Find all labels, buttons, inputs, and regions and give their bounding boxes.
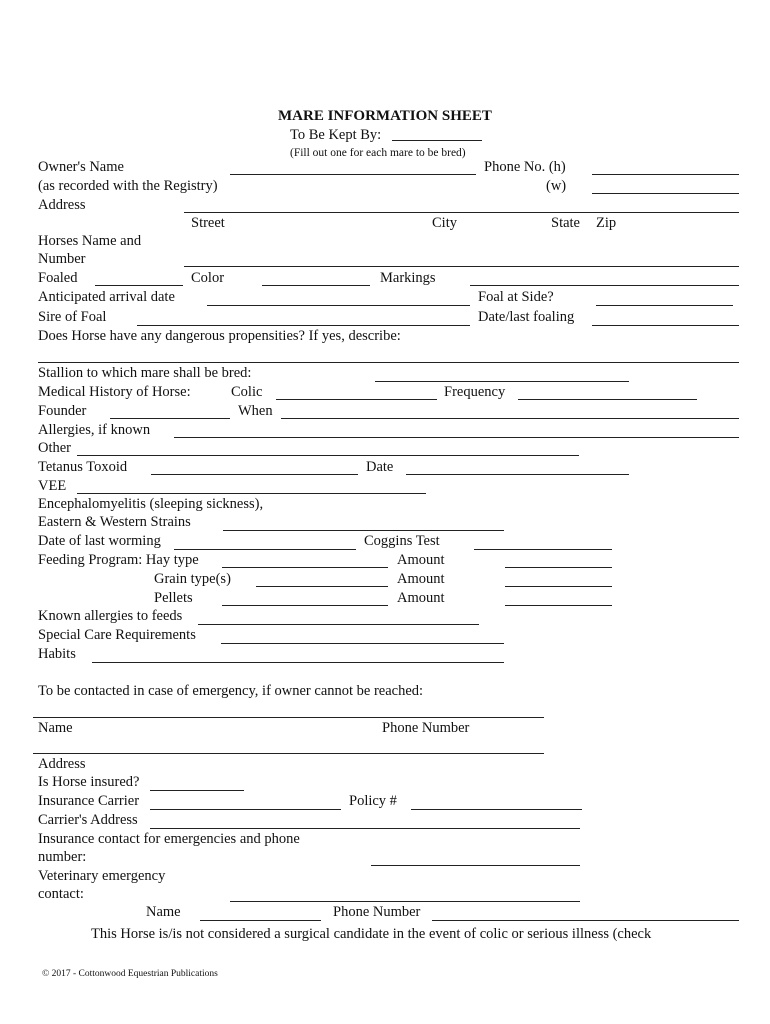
foaled-label: Foaled <box>38 270 78 286</box>
vet-contact-label-2: contact: <box>38 886 84 902</box>
stallion-label: Stallion to which mare shall be bred: <box>38 365 252 381</box>
emergency-name-label: Name <box>38 720 73 736</box>
allergies-field[interactable] <box>174 437 739 438</box>
owner-name-field[interactable] <box>230 174 476 175</box>
foal-at-side-label: Foal at Side? <box>478 289 554 305</box>
stallion-field[interactable] <box>375 381 629 382</box>
last-foaling-field[interactable] <box>592 325 739 326</box>
coggins-field[interactable] <box>474 549 612 550</box>
colic-label: Colic <box>231 384 263 400</box>
encephalomyelitis-field[interactable] <box>223 530 504 531</box>
vet-contact-field[interactable] <box>230 901 580 902</box>
phone-work-field[interactable] <box>592 193 739 194</box>
markings-label: Markings <box>380 270 436 286</box>
feed-allergies-label: Known allergies to feeds <box>38 608 183 624</box>
sire-field[interactable] <box>137 325 470 326</box>
phone-home-label: Phone No. (h) <box>484 159 566 175</box>
vet-phone-field[interactable] <box>432 920 739 921</box>
state-label: State <box>551 215 580 231</box>
when-label: When <box>238 403 273 419</box>
color-field[interactable] <box>262 285 370 286</box>
when-field[interactable] <box>281 418 739 419</box>
worming-label: Date of last worming <box>38 533 161 549</box>
frequency-label: Frequency <box>444 384 506 400</box>
habits-field[interactable] <box>92 662 504 663</box>
emergency-line-top[interactable] <box>33 717 544 718</box>
city-label: City <box>432 215 457 231</box>
medical-history-label: Medical History of Horse: <box>38 384 191 400</box>
founder-field[interactable] <box>110 418 230 419</box>
owner-name-label: Owner's Name <box>38 159 124 175</box>
hay-amount-field[interactable] <box>505 567 612 568</box>
vet-contact-label: Veterinary emergency <box>38 868 166 884</box>
worming-field[interactable] <box>174 549 356 550</box>
arrival-field[interactable] <box>207 305 470 306</box>
address-field[interactable] <box>184 212 739 213</box>
colic-field[interactable] <box>276 399 437 400</box>
form-title: MARE INFORMATION SHEET <box>278 108 492 124</box>
address-label: Address <box>38 197 86 213</box>
color-label: Color <box>191 270 225 286</box>
dangerous-label: Does Horse have any dangerous propensities? If yes, describe: <box>38 328 401 344</box>
instructions-note: (Fill out one for each mare to be bred) <box>290 147 466 159</box>
tetanus-label: Tetanus Toxoid <box>38 459 128 475</box>
special-care-label: Special Care Requirements <box>38 627 196 643</box>
last-foaling-label: Date/last foaling <box>478 309 575 325</box>
coggins-label: Coggins Test <box>364 533 440 549</box>
tetanus-date-field[interactable] <box>406 474 629 475</box>
hay-amount-label: Amount <box>397 552 445 568</box>
policy-field[interactable] <box>411 809 582 810</box>
emergency-address-label: Address <box>38 756 86 772</box>
insured-field[interactable] <box>150 790 244 791</box>
emergency-line-bottom[interactable] <box>33 753 544 754</box>
arrival-label: Anticipated arrival date <box>38 289 175 305</box>
tetanus-date-label: Date <box>366 459 394 475</box>
vet-phone-label: Phone Number <box>333 904 421 920</box>
vet-name-label: Name <box>146 904 181 920</box>
foaled-field[interactable] <box>95 285 183 286</box>
policy-label: Policy # <box>349 793 397 809</box>
vee-label: VEE <box>38 478 67 494</box>
feed-allergies-field[interactable] <box>198 624 479 625</box>
dangerous-field[interactable] <box>38 362 739 363</box>
grain-amount-label: Amount <box>397 571 445 587</box>
other-field[interactable] <box>77 455 579 456</box>
carrier-address-field[interactable] <box>150 828 580 829</box>
emergency-phone-label: Phone Number <box>382 720 470 736</box>
hay-type-field[interactable] <box>222 567 388 568</box>
other-label: Other <box>38 440 72 456</box>
carrier-field[interactable] <box>150 809 341 810</box>
pellets-field[interactable] <box>222 605 388 606</box>
markings-field[interactable] <box>470 285 739 286</box>
phone-work-label: (w) <box>546 178 567 194</box>
carrier-address-label: Carrier's Address <box>38 812 138 828</box>
insured-label: Is Horse insured? <box>38 774 140 790</box>
founder-label: Founder <box>38 403 87 419</box>
feeding-hay-label: Feeding Program: Hay type <box>38 552 199 568</box>
grain-amount-field[interactable] <box>505 586 612 587</box>
sire-label: Sire of Foal <box>38 309 107 325</box>
phone-home-field[interactable] <box>592 174 739 175</box>
pellets-amount-label: Amount <box>397 590 445 606</box>
horse-name-field[interactable] <box>184 266 739 267</box>
zip-label: Zip <box>596 215 617 231</box>
copyright-footer: © 2017 - Cottonwood Equestrian Publications <box>42 969 218 979</box>
habits-label: Habits <box>38 646 76 662</box>
grain-field[interactable] <box>256 586 388 587</box>
registry-note: (as recorded with the Registry) <box>38 178 218 194</box>
vet-name-field[interactable] <box>200 920 321 921</box>
tetanus-field[interactable] <box>151 474 358 475</box>
emergency-intro: To be contacted in case of emergency, if owner cannot be reached: <box>38 683 424 699</box>
insurance-contact-label: Insurance contact for emergencies and phone <box>38 831 300 847</box>
carrier-label: Insurance Carrier <box>38 793 140 809</box>
insurance-contact-field[interactable] <box>371 865 580 866</box>
encephalomyelitis-label: Encephalomyelitis (sleeping sickness), <box>38 496 264 512</box>
pellets-amount-field[interactable] <box>505 605 612 606</box>
surgical-candidate-statement: This Horse is/is not considered a surgical candidate in the event of colic or serious illness (check <box>91 926 652 942</box>
special-care-field[interactable] <box>221 643 504 644</box>
foal-at-side-field[interactable] <box>596 305 733 306</box>
horse-name-label: Horses Name and <box>38 233 142 249</box>
frequency-field[interactable] <box>518 399 697 400</box>
pellets-label: Pellets <box>154 590 193 606</box>
eastern-western-label: Eastern & Western Strains <box>38 514 191 530</box>
allergies-label: Allergies, if known <box>38 422 151 438</box>
street-label: Street <box>191 215 225 231</box>
horse-number-label: Number <box>38 251 86 267</box>
kept-by-label: To Be Kept By: <box>290 127 382 143</box>
grain-label: Grain type(s) <box>154 571 231 587</box>
insurance-contact-label-2: number: <box>38 849 87 865</box>
kept-by-field[interactable] <box>392 140 482 141</box>
vee-field[interactable] <box>77 493 426 494</box>
